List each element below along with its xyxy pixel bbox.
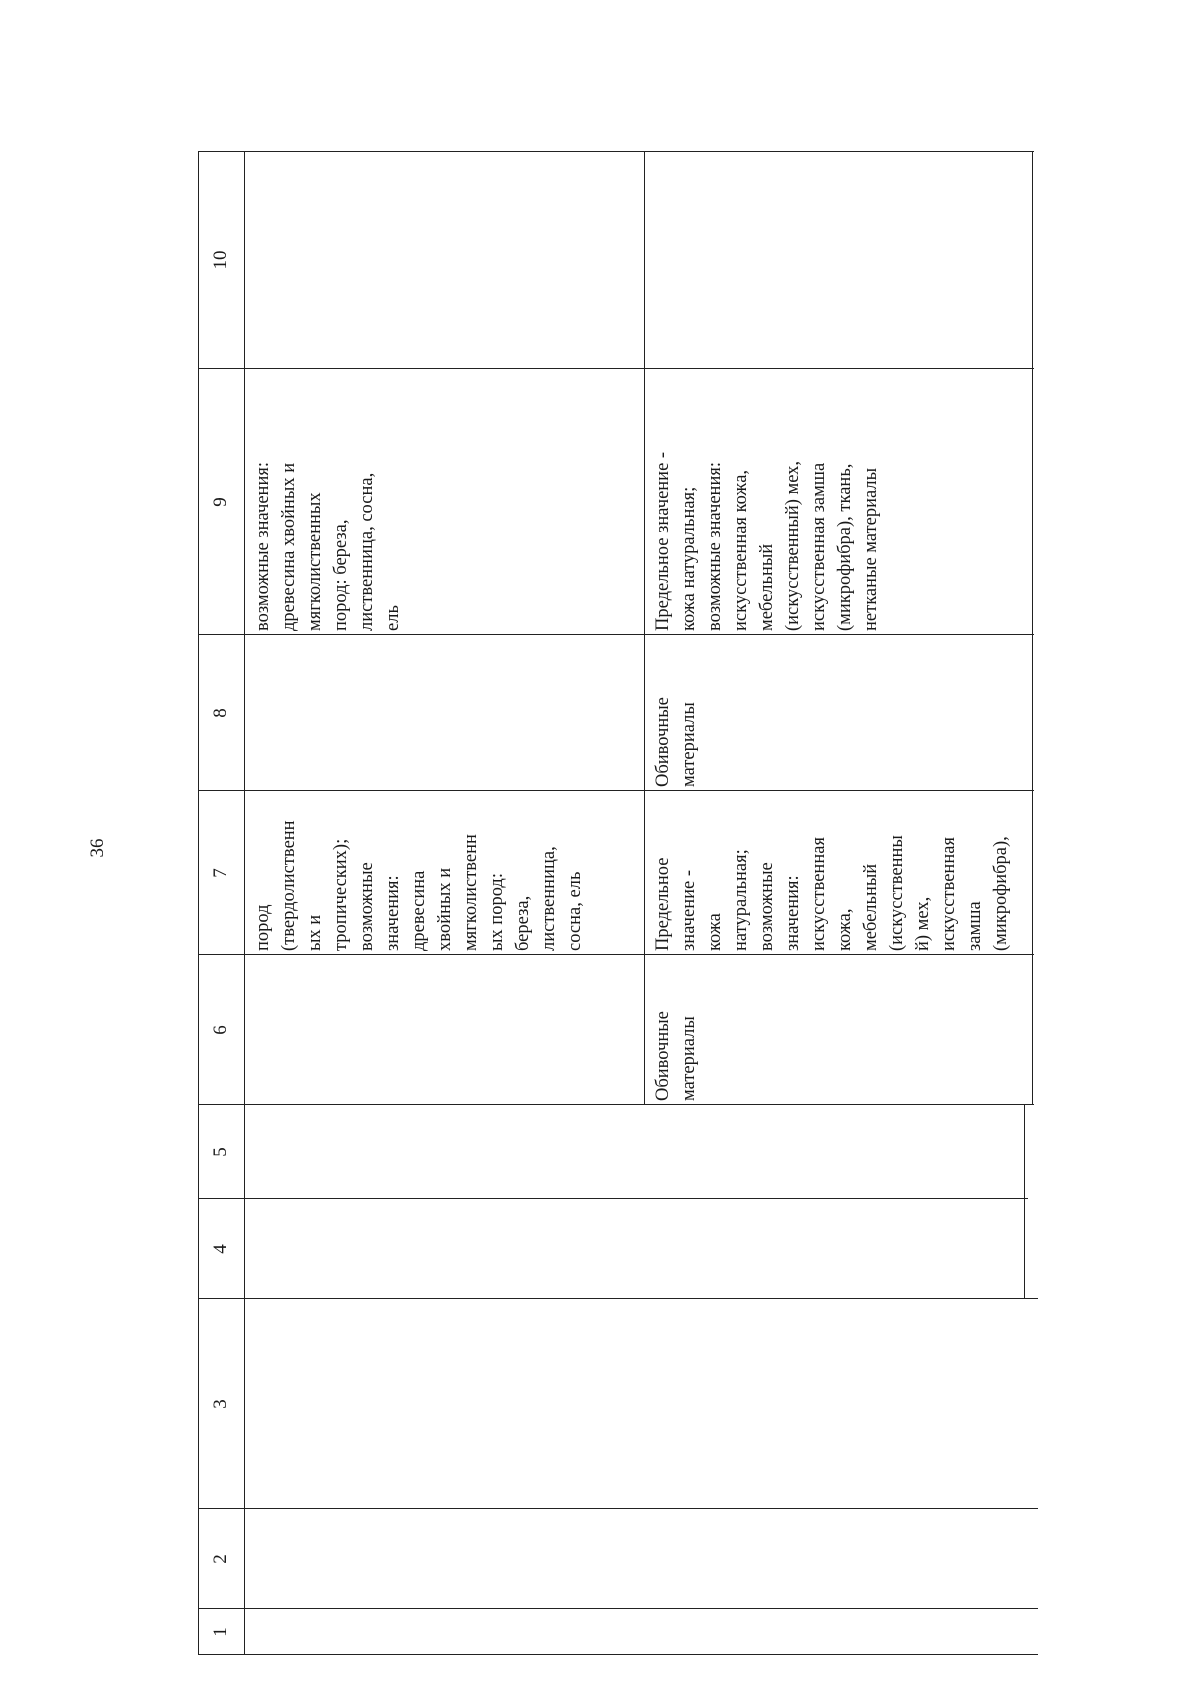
row1-col7-cell: пород (твердолиственн ых и тропических); возможные значения: древесина хвойных и мягколиственн ых пород: береза, лиственница, сосна, ель [253,820,585,951]
column-header-5: 5 [210,1147,231,1157]
col-divider-9-10 [198,368,1034,369]
column-header-7: 7 [210,868,231,878]
column-header-8: 8 [210,708,231,718]
column-header-6: 6 [210,1025,231,1035]
row2-col7-cell: Предельное значение - кожа натуральная; возможные значения: искусственная кожа, мебельный (искусственны й) мех, искусственная замша (микрофибра), [653,835,1011,951]
row1-col9-cell: возможные значения: древесина хвойных и мягколиственных пород: береза, лиственница, сосна, ель [253,462,403,631]
column-header-3: 3 [210,1399,231,1409]
row-separator [644,151,645,1105]
column-header-9: 9 [210,497,231,507]
column-header-4: 4 [210,1244,231,1254]
column-header-10: 10 [210,250,231,270]
col-divider-3-4 [198,1298,1038,1299]
table-right-border [198,151,1034,152]
table-bottom-border-mid [1024,1105,1025,1299]
row2-col9-cell: Предельное значение - кожа натуральная; возможные значения: искусственная кожа, мебельный (искусственный) мех, искусственная замша (микрофибра), ткань, нетканые материалы [653,451,881,631]
col-divider-1-2 [198,1608,1038,1609]
col-divider-2-3 [198,1508,1038,1509]
row2-col6-cell: Обивочные материалы [653,1011,699,1101]
col-divider-5-6 [198,1104,1034,1105]
column-header-1: 1 [210,1627,231,1637]
col-divider-7-8 [198,790,1034,791]
col-divider-4-5 [198,1198,1028,1199]
table-left-border [198,1654,1038,1655]
page-number: 36 [87,838,108,858]
rotated-table [198,151,1038,1655]
table-bottom-border-right [1032,151,1033,1105]
column-header-2: 2 [210,1554,231,1564]
col-divider-8-9 [198,634,1034,635]
col-divider-6-7 [198,954,1034,955]
row2-col8-cell: Обивочные материалы [653,697,699,787]
header-separator [244,151,245,1655]
